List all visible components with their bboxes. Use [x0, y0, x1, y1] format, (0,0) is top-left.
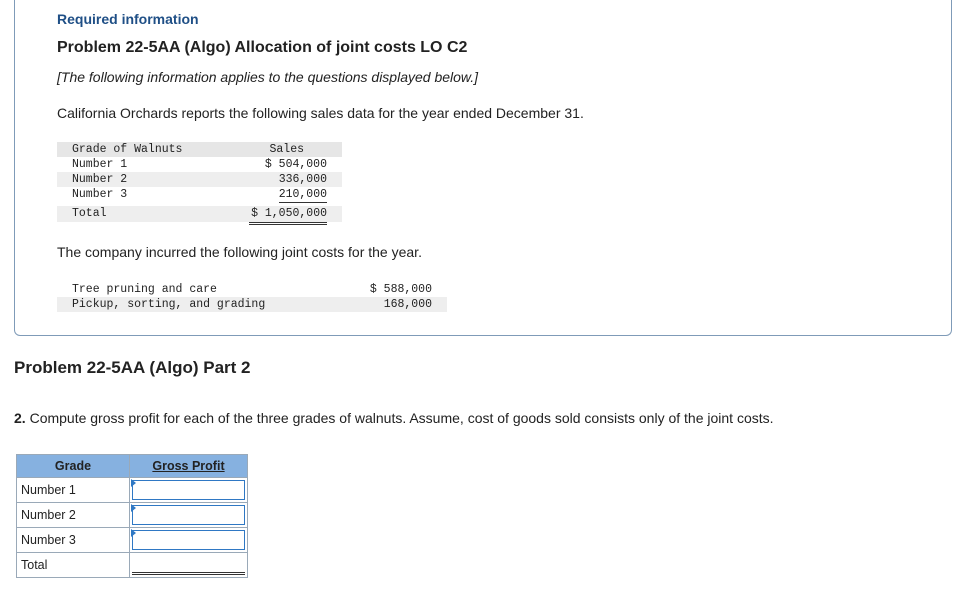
sales-row-value: 336,000	[278, 173, 327, 186]
gross-profit-input-number-2[interactable]	[132, 505, 245, 525]
gross-profit-answer-table	[16, 454, 248, 578]
answer-total-cell	[130, 553, 248, 578]
sales-table-header	[57, 142, 342, 157]
sales-header: Sales	[269, 143, 304, 156]
input-flag-icon	[131, 504, 136, 512]
sales-intro-text: California Orchards reports the following sales data for the year ended December 31.	[57, 105, 584, 121]
grade-column-header: Grade	[17, 455, 130, 478]
gross-profit-column-header: Gross Profit	[130, 455, 248, 478]
answer-cell	[130, 503, 248, 528]
question-number: 2.	[14, 410, 26, 426]
answer-row-grade: Number 1	[17, 478, 130, 503]
cost-row-value: 168,000	[383, 298, 432, 311]
gross-profit-input-number-1[interactable]	[132, 480, 245, 500]
answer-cell	[130, 478, 248, 503]
answer-row-number-1	[17, 478, 248, 503]
cost-row-tree-pruning	[57, 282, 447, 297]
answer-table-header	[17, 455, 248, 478]
cost-row-pickup-sorting	[57, 297, 447, 312]
problem-title: Problem 22-5AA (Algo) Allocation of joint costs LO C2	[57, 39, 468, 56]
input-flag-icon	[131, 479, 136, 487]
sales-row-number-2	[57, 172, 342, 187]
answer-row-grade: Number 3	[17, 528, 130, 553]
instruction-note: [The following information applies to the questions displayed below.]	[57, 69, 479, 85]
sales-row-value: $ 504,000	[264, 158, 327, 171]
question-text	[14, 410, 774, 426]
cost-row-label: Pickup, sorting, and grading	[72, 298, 266, 311]
sales-row-label: Number 3	[72, 188, 128, 201]
gross-profit-total-input[interactable]	[132, 555, 245, 575]
question-body: Compute gross profit for each of the three grades of walnuts. Assume, cost of goods sold consists only of the joint costs.	[25, 410, 774, 426]
joint-costs-intro-text: The company incurred the following joint costs for the year.	[57, 244, 422, 260]
sales-row-value: 210,000	[278, 188, 327, 201]
sales-total-value: $ 1,050,000	[249, 206, 327, 225]
sales-row-label: Number 2	[72, 173, 128, 186]
cost-row-value: $ 588,000	[369, 283, 432, 296]
sales-total-label: Total	[72, 207, 107, 220]
sales-row-total	[57, 206, 342, 222]
answer-row-total	[17, 553, 248, 578]
input-flag-icon	[131, 529, 136, 537]
part-title: Problem 22-5AA (Algo) Part 2	[14, 358, 251, 377]
gross-profit-input-number-3[interactable]	[132, 530, 245, 550]
answer-total-label: Total	[17, 553, 130, 578]
joint-costs-table	[57, 282, 447, 312]
answer-row-number-2	[17, 503, 248, 528]
required-information-heading: Required information	[57, 11, 199, 27]
sales-row-label: Number 1	[72, 158, 128, 171]
sales-row-number-1	[57, 157, 342, 172]
answer-row-grade: Number 2	[17, 503, 130, 528]
answer-row-number-3	[17, 528, 248, 553]
cost-row-label: Tree pruning and care	[72, 283, 217, 296]
answer-cell	[130, 528, 248, 553]
sales-row-number-3	[57, 187, 342, 202]
sales-data-table	[57, 142, 342, 222]
grade-of-walnuts-header: Grade of Walnuts	[72, 143, 183, 156]
